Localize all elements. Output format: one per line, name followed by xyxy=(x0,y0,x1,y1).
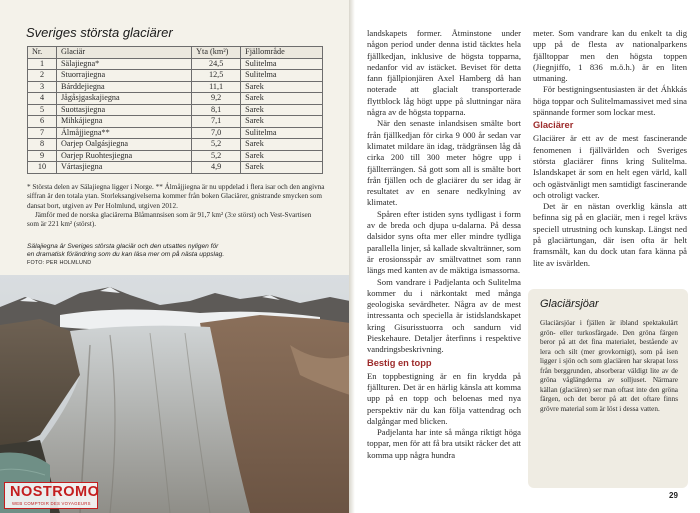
cell-nr: 2 xyxy=(28,70,57,82)
table-row xyxy=(28,162,323,174)
col-header-yta: Yta (km²) xyxy=(192,47,241,59)
cell-glaciar: Sälajiegna* xyxy=(57,58,192,70)
cell-omrade: Sarek xyxy=(241,81,323,93)
cell-glaciar: Bárddejiegna xyxy=(57,81,192,93)
paragraph: Spåren efter istiden syns tydligast i form av de breda och djupa u-dalarna. På dessa dalsidor syns ofta mer eller mindre tydliga parallella linjer, så kallade skvaltränner, som är erosionsspår av smältvattnet som rann längs med kanten av de mäktiga ismassorna. xyxy=(367,208,521,276)
table-row xyxy=(28,93,323,105)
paragraph: meter. Som vandrare kan du enkelt ta dig upp på de flesta av nationalparkens fjälltoppar men den högsta toppen (Jiegnjiffo, 1 836 m.ö.h.) är en liten utmaning. xyxy=(533,28,687,84)
paragraph: Glaciärer är ett av de mest fascinerande fenomenen i fjällvärlden och Sveriges största glaciärer finns kring Sulitelma. Islandskapet är som en helt egen värld, kall och ogästvänligt men samtidigt fascinerande och otroligt vacker. xyxy=(533,133,687,200)
cell-yta: 8,1 xyxy=(192,104,241,116)
section-heading: Glaciärer xyxy=(533,120,574,131)
cell-glaciar: Mihkájiegna xyxy=(57,116,192,128)
cell-yta: 11,1 xyxy=(192,81,241,93)
paragraph: landskapets former. Åtminstone under någon period under denna istid täcktes hela fjällkedjan, inklusive de högsta topparna, nedanfor vid av istäcket. Beviset för detta fann fjällpionjären Axel Hamberg då han noterade att glacialt transporterade flyttblock låg högt uppe på sluttningar nära några av de högsta topparna. xyxy=(367,28,521,118)
table-footnote xyxy=(27,183,325,229)
table-row xyxy=(28,127,323,139)
table-title: Sveriges största glaciärer xyxy=(26,25,173,40)
table-row xyxy=(28,150,323,162)
paragraph: Padjelanta har inte så många riktigt höga toppar, men för att få bra utsikt räcker det att komma upp några hundra xyxy=(367,427,521,460)
nostromo-logo xyxy=(4,482,98,509)
cell-glaciar: Oarjep Oalgásjiegna xyxy=(57,139,192,151)
logo-name: NOSTROMO xyxy=(10,484,100,500)
cell-nr: 4 xyxy=(28,93,57,105)
cell-yta: 7,0 xyxy=(192,127,241,139)
section-heading: Bestig en topp xyxy=(367,357,432,368)
paragraph: Som vandrare i Padjelanta och Sulitelma kommer du i närkontakt med många geologiska sevärdheter. Några av de mest intressanta och speciella är istidslandskapet kring Gisurisstuorra och sandurn vid Pieskehaure. Detaljer återfinns i respektive vandringsbeskrivning. xyxy=(367,276,521,355)
cell-omrade: Sarek xyxy=(241,139,323,151)
cell-omrade: Sarek xyxy=(241,150,323,162)
cell-glaciar: Suottasjiegna xyxy=(57,104,192,116)
cell-omrade: Sarek xyxy=(241,116,323,128)
table-row xyxy=(28,70,323,82)
paragraph: För bestigningsentusiasten är det Áhkkás höga toppar och Sulitelmamassivet med sina spännande former som lockar mest. xyxy=(533,84,687,118)
caption-text: Sälajiegna är Sveriges största glaciär och den utsattes nyligen för en dramatisk förändring som du kan läsa mer om på nästa uppslag. xyxy=(27,243,225,259)
cell-yta: 24,5 xyxy=(192,58,241,70)
logo-tagline: WEB COMPTOIR DES VOYAGEURS xyxy=(12,501,91,506)
cell-yta: 5,2 xyxy=(192,139,241,151)
col-header-glaciar: Glaciär xyxy=(57,47,192,59)
cell-nr: 6 xyxy=(28,116,57,128)
page-number: 29 xyxy=(669,491,678,500)
cell-omrade: Sarek xyxy=(241,104,323,116)
cell-nr: 3 xyxy=(28,81,57,93)
cell-glaciar: Jågåsjgaskajiegna xyxy=(57,93,192,105)
cell-yta: 9,2 xyxy=(192,93,241,105)
table-row xyxy=(28,139,323,151)
paragraph: Det är en nästan overklig känsla att befinna sig på en glaciär, men i regel krävs speciell utrustning och kunskap. Längst ned på glaciärtungan, där isen ofta är helt framsmält, kan du dock utan fara känna på lite av isvärlden. xyxy=(533,201,687,268)
col-header-fjallomrade: Fjällområde xyxy=(241,47,323,59)
cell-omrade: Sarek xyxy=(241,162,323,174)
cell-nr: 8 xyxy=(28,139,57,151)
photo-credit: FOTO: PER HOLMLUND xyxy=(27,260,92,267)
cell-omrade: Sulitelma xyxy=(241,58,323,70)
footnote-text-1: * Största delen av Sälajiegna ligger i Norge. ** Álmåjjiegna är nu uppdelad i flera isar och den angivna siffran är den totala ytan. Storleksangivelserna kommer från boken Glaciärer, gnistrande smycken som dansat bort, utgiven av Per Holmlund, utgiven 2012. xyxy=(27,183,325,210)
cell-yta: 5,2 xyxy=(192,150,241,162)
cell-glaciar: Oarjep Ruohtesjiegna xyxy=(57,150,192,162)
col-header-nr: Nr. xyxy=(28,47,57,59)
fact-box-title: Glaciärsjöar xyxy=(540,298,599,310)
cell-yta: 12,5 xyxy=(192,70,241,82)
fact-box xyxy=(528,289,688,488)
cell-glaciar: Vártasjiegna xyxy=(57,162,192,174)
cell-nr: 9 xyxy=(28,150,57,162)
cell-omrade: Sarek xyxy=(241,93,323,105)
table-row xyxy=(28,104,323,116)
table-row xyxy=(28,58,323,70)
cell-nr: 1 xyxy=(28,58,57,70)
cell-nr: 5 xyxy=(28,104,57,116)
cell-yta: 4,9 xyxy=(192,162,241,174)
cell-nr: 10 xyxy=(28,162,57,174)
cell-nr: 7 xyxy=(28,127,57,139)
glacier-table xyxy=(27,46,323,174)
table-header-row xyxy=(28,47,323,59)
paragraph: En toppbestigning är en fin krydda på fjällturen. Det är en härlig känsla att komma upp på en topp och beloenas med nya perspektiv när du kan följa vattendrag och dalgångar med blicken. xyxy=(367,370,521,426)
text-column-1 xyxy=(367,28,521,461)
cell-omrade: Sulitelma xyxy=(241,70,323,82)
glacier-photo xyxy=(0,275,350,513)
text-column-2 xyxy=(533,28,687,269)
fact-box-text: Glaciärsjöar i fjällen är ibland spektakulärt grön- eller turkosfärgade. Den gröna färgen beror på att det fina materialet, bestående av lera och silt (mer grovkornigt), som på isen ligger i sjön och som glaciären har skrapat loss från berggrunden, absorberar väldigt lite av de gröna våglängderna av solljuset. Närmare källan (glaciären) ser man oftast inte den gröna färgen, och det beror på att det oftare finns grövre material som är löst i dessa vatten. xyxy=(540,319,678,413)
footnote-text-2: Jämför med de norska glaciärerna Blåmannsisen som är 91,7 km² (3:e störst) och Vest-Svartisen som är 221 km² (störst). xyxy=(27,210,312,229)
right-page xyxy=(355,0,700,513)
cell-omrade: Sulitelma xyxy=(241,127,323,139)
table-row xyxy=(28,81,323,93)
paragraph: När den senaste inlandsisen smälte bort från fjällkedjan för cirka 9 000 år sedan var klimatet mildare än idag, trädgränsen låg då cirka 200 till 300 meter högre upp i fjällterrängen. Så gott som all is smälte bort från fjällen och de glaciärer du ser idag är resultatet av en senare nedkylning av klimatet. xyxy=(367,118,521,208)
cell-glaciar: Stuorrajiegna xyxy=(57,70,192,82)
table-row xyxy=(28,116,323,128)
cell-glaciar: Álmåjjiegna** xyxy=(57,127,192,139)
fact-box-body xyxy=(540,319,678,414)
cell-yta: 7,1 xyxy=(192,116,241,128)
photo-caption xyxy=(27,243,227,268)
